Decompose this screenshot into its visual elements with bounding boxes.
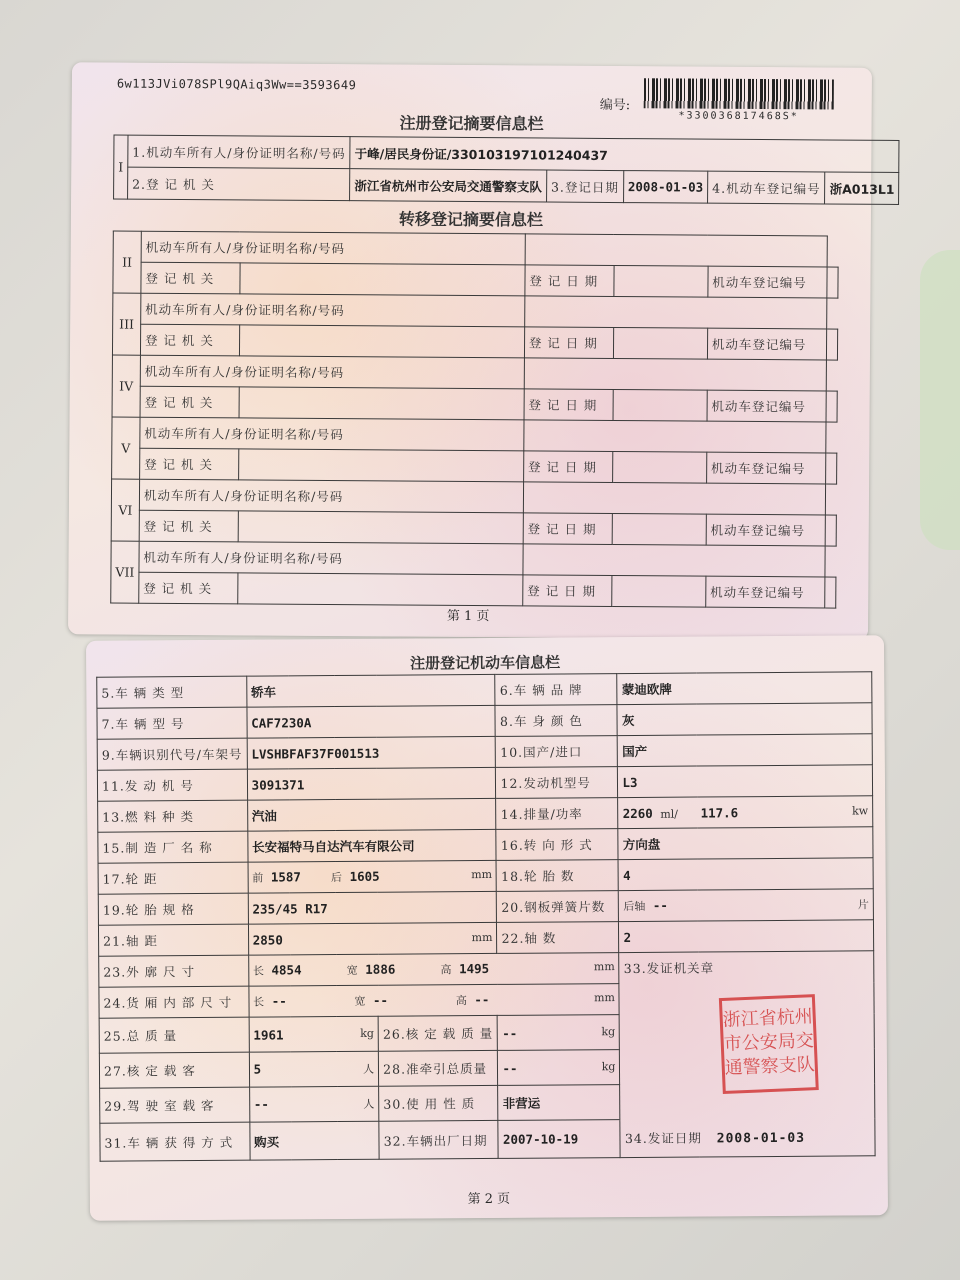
- origin-label: 10.国产/进口: [496, 736, 618, 768]
- height-label: 高: [440, 963, 452, 977]
- transfer-row-detail: [112, 324, 837, 360]
- vin-label: 9.车辆识别代号/车架号: [97, 738, 247, 770]
- row-numeral: V: [112, 417, 140, 479]
- tire-count-value: 4: [618, 858, 873, 891]
- towing-mass-label: 28.准牵引总质量: [379, 1050, 499, 1086]
- origin-value: 国产: [618, 734, 873, 767]
- transfer-date-label: 登 记 日 期: [524, 327, 613, 359]
- transfer-authority-label: 登 记 机 关: [140, 324, 239, 356]
- tire-count-label: 18.轮 胎 数: [496, 860, 618, 892]
- acquisition-label: 31.车 辆 获 得 方 式: [100, 1122, 250, 1161]
- transfer-authority-label: 登 记 机 关: [139, 572, 238, 604]
- reg-number-value: 浙A013L1: [825, 172, 899, 205]
- steering-label: 16.转 向 形 式: [496, 829, 618, 861]
- authority-value: 浙江省杭州市公安局交通警察支队: [350, 169, 547, 202]
- issuing-authority-seal: 浙江省杭州 市公安局交 通警察支队: [719, 994, 819, 1094]
- transfer-owner-value: [524, 358, 826, 391]
- transfer-regno-value: [826, 391, 837, 422]
- transfer-authority-value: [238, 511, 523, 544]
- transfer-date-value: [612, 451, 706, 483]
- transfer-regno-value: [826, 329, 837, 360]
- track-label: 17.轮 距: [98, 862, 248, 894]
- transfer-authority-label: 登 记 机 关: [140, 448, 239, 480]
- registration-summary-table: [113, 135, 900, 205]
- rated-load-label: 26.核 定 载 质 量: [378, 1015, 498, 1051]
- wheelbase-label: 21.轴 距: [98, 924, 248, 956]
- row-numeral: IV: [112, 355, 140, 417]
- transfer-date-value: [613, 328, 707, 360]
- rated-load-cell: [498, 1015, 620, 1051]
- usage-label: 30.使 用 性 质: [379, 1085, 499, 1121]
- usage-value: 非营运: [498, 1085, 620, 1121]
- acquisition-value: 购买: [249, 1121, 379, 1160]
- tire-spec-value: 235/45 R17: [248, 891, 497, 924]
- number-label: 编号:: [599, 97, 631, 114]
- transfer-authority-value: [239, 449, 524, 482]
- engine-number-value: 3091371: [247, 767, 496, 800]
- background-object: [920, 250, 960, 550]
- towing-mass-cell: [498, 1050, 620, 1086]
- color-value: 灰: [617, 703, 872, 736]
- towing-mass-value: --: [502, 1060, 518, 1076]
- transfer-owner-label: 机动车所有人/身份证明名称/号码: [141, 231, 525, 265]
- spring-values: [619, 889, 874, 922]
- transfer-owner-value: [524, 420, 826, 453]
- row-numeral: II: [113, 231, 141, 293]
- transfer-date-value: [612, 575, 706, 607]
- transfer-summary-title: 转移登记摘要信息栏: [398, 209, 543, 230]
- transfer-row: [111, 479, 836, 515]
- reg-date-label: 3.登记日期: [546, 170, 623, 203]
- transfer-authority-value: [239, 387, 524, 420]
- gross-mass-cell: [249, 1016, 379, 1052]
- factory-date-label: 32.车辆出厂日期: [379, 1120, 499, 1159]
- page-number: 第 2 页: [467, 1191, 511, 1208]
- transfer-regno-value: [825, 577, 836, 608]
- transfer-owner-label: 机动车所有人/身份证明名称/号码: [140, 417, 524, 451]
- certificate-page-2: [86, 635, 888, 1221]
- registration-summary-title: 注册登记摘要信息栏: [399, 113, 544, 134]
- cargo-height-value: --: [474, 991, 490, 1008]
- tire-spec-label: 19.轮 胎 规 格: [98, 893, 248, 925]
- transfer-date-label: 登 记 日 期: [524, 389, 613, 421]
- outer-length-value: 4854: [271, 962, 302, 978]
- ml-unit: ml/: [660, 807, 679, 821]
- seat-capacity-label: 27.核 定 载 客: [99, 1052, 249, 1088]
- transfer-row: [112, 355, 837, 391]
- page-number: 第 1 页: [446, 608, 490, 625]
- outer-height-value: 1495: [458, 960, 490, 977]
- width-label: 宽: [346, 963, 358, 977]
- transfer-owner-label: 机动车所有人/身份证明名称/号码: [140, 355, 524, 389]
- issue-date-value: 2008-01-03: [716, 1131, 806, 1147]
- transfer-row-detail: [112, 448, 837, 484]
- transfer-owner-value: [525, 234, 827, 267]
- reg-number-label: 4.机动车登记编号: [708, 171, 826, 204]
- transfer-authority-value: [238, 573, 523, 606]
- transfer-owner-label: 机动车所有人/身份证明名称/号码: [141, 293, 525, 327]
- track-values: [248, 860, 497, 893]
- person-unit: 人: [363, 1097, 375, 1111]
- cab-capacity-label: 29.驾 驶 室 载 客: [100, 1087, 250, 1123]
- row-numeral: VI: [111, 479, 139, 541]
- transfer-authority-value: [239, 325, 524, 358]
- transfer-row: [112, 417, 837, 453]
- mm-unit: mm: [471, 930, 493, 944]
- person-unit: 人: [363, 1062, 375, 1076]
- engine-number-label: 11.发 动 机 号: [97, 769, 247, 801]
- seat-capacity-value: 5: [253, 1061, 262, 1077]
- row-numeral: I: [114, 135, 128, 199]
- outer-dim-label: 23.外 廓 尺 寸: [99, 955, 249, 987]
- kg-unit: kg: [601, 1059, 616, 1073]
- rear-label: 后: [330, 871, 343, 885]
- brand-label: 6.车 辆 品 牌: [495, 674, 617, 706]
- transfer-authority-label: 登 记 机 关: [139, 510, 238, 542]
- displacement-value: 2260: [622, 805, 653, 821]
- cab-capacity-cell: [249, 1086, 379, 1122]
- transfer-regno-value: [825, 453, 836, 484]
- serial-code: 6w113JVi078SPl9QAiq3Ww==3593649: [116, 76, 357, 93]
- axle-count-label: 22.轴 数: [497, 922, 619, 954]
- certificate-page-1: [68, 62, 895, 640]
- vehicle-type-value: 轿车: [246, 674, 495, 707]
- manufacturer-label: 15.制 造 厂 名 称: [98, 831, 248, 863]
- steering-value: 方向盘: [618, 827, 873, 860]
- transfer-date-label: 登 记 日 期: [523, 513, 612, 545]
- spring-label: 20.钢板弹簧片数: [497, 891, 619, 923]
- fuel-value: 汽油: [247, 798, 496, 831]
- row-numeral: VII: [111, 541, 139, 603]
- model-value: CAF7230A: [247, 705, 496, 738]
- transfer-regno-label: 机动车登记编号: [706, 514, 825, 546]
- transfer-date-label: 登 记 日 期: [523, 575, 612, 607]
- model-label: 7.车 辆 型 号: [97, 707, 247, 739]
- transfer-regno-value: [827, 267, 838, 298]
- outer-dim-values: [248, 953, 619, 987]
- transfer-row-detail: [111, 510, 836, 546]
- gross-mass-label: 25.总 质 量: [99, 1017, 249, 1053]
- transfer-owner-value: [524, 296, 826, 329]
- transfer-authority-label: 登 记 机 关: [141, 262, 240, 294]
- transfer-row: [113, 231, 838, 267]
- mm-unit: mm: [471, 867, 493, 882]
- transfer-date-value: [614, 266, 708, 298]
- length-label: 长: [252, 964, 264, 978]
- vehicle-type-label: 5.车 辆 类 型: [97, 676, 247, 708]
- axle-count-value: 2: [619, 920, 874, 953]
- outer-width-value: 1886: [365, 961, 396, 977]
- kw-unit: kw: [852, 803, 869, 817]
- gross-mass-value: 1961: [253, 1026, 284, 1043]
- wheelbase-cell: [248, 922, 497, 955]
- kg-unit: kg: [601, 1024, 616, 1038]
- transfer-authority-value: [240, 263, 525, 296]
- transfer-row: [111, 541, 836, 577]
- transfer-owner-value: [523, 482, 825, 515]
- manufacturer-value: 长安福特马自达汽车有限公司: [247, 829, 496, 862]
- vehicle-info-title: 注册登记机动车信息栏: [410, 653, 561, 673]
- transfer-regno-label: 机动车登记编号: [707, 328, 826, 360]
- barcode: [644, 78, 834, 109]
- cargo-dim-values: [249, 984, 620, 1018]
- transfer-date-label: 登 记 日 期: [525, 265, 614, 297]
- transfer-regno-label: 机动车登记编号: [707, 390, 826, 422]
- displacement-label: 14.排量/功率: [496, 798, 618, 830]
- power-value: 117.6: [700, 804, 739, 821]
- rear-axle-label: 后轴: [623, 899, 646, 914]
- cargo-dim-label: 24.货 厢 内 部 尺 寸: [99, 986, 249, 1018]
- transfer-regno-label: 机动车登记编号: [706, 576, 825, 608]
- length-label: 长: [253, 995, 265, 1009]
- transfer-regno-label: 机动车登记编号: [708, 266, 827, 298]
- wheelbase-value: 2850: [252, 931, 283, 948]
- issue-date-cell: [620, 1118, 875, 1158]
- transfer-regno-value: [825, 515, 836, 546]
- seat-capacity-cell: [249, 1051, 379, 1087]
- factory-date-value: 2007-10-19: [498, 1120, 620, 1159]
- seal-label: 33.发证机关章: [619, 951, 875, 1120]
- transfer-date-label: 登 记 日 期: [523, 451, 612, 483]
- engine-model-label: 12.发动机型号: [496, 767, 618, 799]
- transfer-date-value: [612, 513, 706, 545]
- spring-value: --: [652, 897, 668, 913]
- transfer-row-detail: [112, 386, 837, 422]
- transfer-regno-label: 机动车登记编号: [706, 452, 825, 484]
- transfer-owner-label: 机动车所有人/身份证明名称/号码: [139, 479, 523, 513]
- barcode-number: *330036817468S*: [678, 110, 799, 123]
- authority-label: 2.登 记 机 关: [128, 167, 351, 201]
- kg-unit: kg: [360, 1026, 374, 1040]
- front-label: 前: [252, 871, 264, 885]
- owner-value: 于峰/居民身份证/330103197101240437: [350, 137, 899, 173]
- mm-unit: mm: [594, 991, 616, 1005]
- rated-load-value: --: [502, 1025, 518, 1041]
- row-numeral: III: [112, 293, 140, 355]
- pian-unit: 片: [857, 898, 869, 912]
- transfer-row-detail: [113, 262, 838, 298]
- cab-capacity-value: --: [253, 1096, 269, 1112]
- fuel-label: 13.燃 料 种 类: [98, 800, 248, 832]
- height-label: 高: [455, 994, 467, 1008]
- cargo-length-value: --: [271, 993, 287, 1009]
- transfer-summary-table: [110, 231, 839, 609]
- brand-value: 蒙迪欧牌: [617, 672, 872, 705]
- reg-date-value: 2008-01-03: [623, 171, 707, 204]
- transfer-row: [113, 293, 838, 329]
- vin-value: LVSHBFAF37F001513: [247, 736, 496, 769]
- cargo-width-value: --: [372, 992, 389, 1008]
- transfer-date-value: [613, 389, 707, 421]
- front-track-value: 1587: [270, 869, 301, 885]
- width-label: 宽: [354, 994, 366, 1008]
- transfer-owner-label: 机动车所有人/身份证明名称/号码: [139, 541, 523, 575]
- displacement-power-value: [618, 796, 873, 829]
- transfer-owner-value: [523, 544, 825, 577]
- color-label: 8.车 身 颜 色: [495, 705, 617, 737]
- rear-track-value: 1605: [349, 868, 380, 884]
- transfer-authority-label: 登 记 机 关: [140, 386, 239, 418]
- owner-label: 1.机动车所有人/身份证明名称/号码: [128, 135, 351, 169]
- engine-model-value: L3: [618, 765, 873, 798]
- issue-date-label: 34.发证日期: [624, 1130, 702, 1147]
- mm-unit: mm: [593, 960, 615, 974]
